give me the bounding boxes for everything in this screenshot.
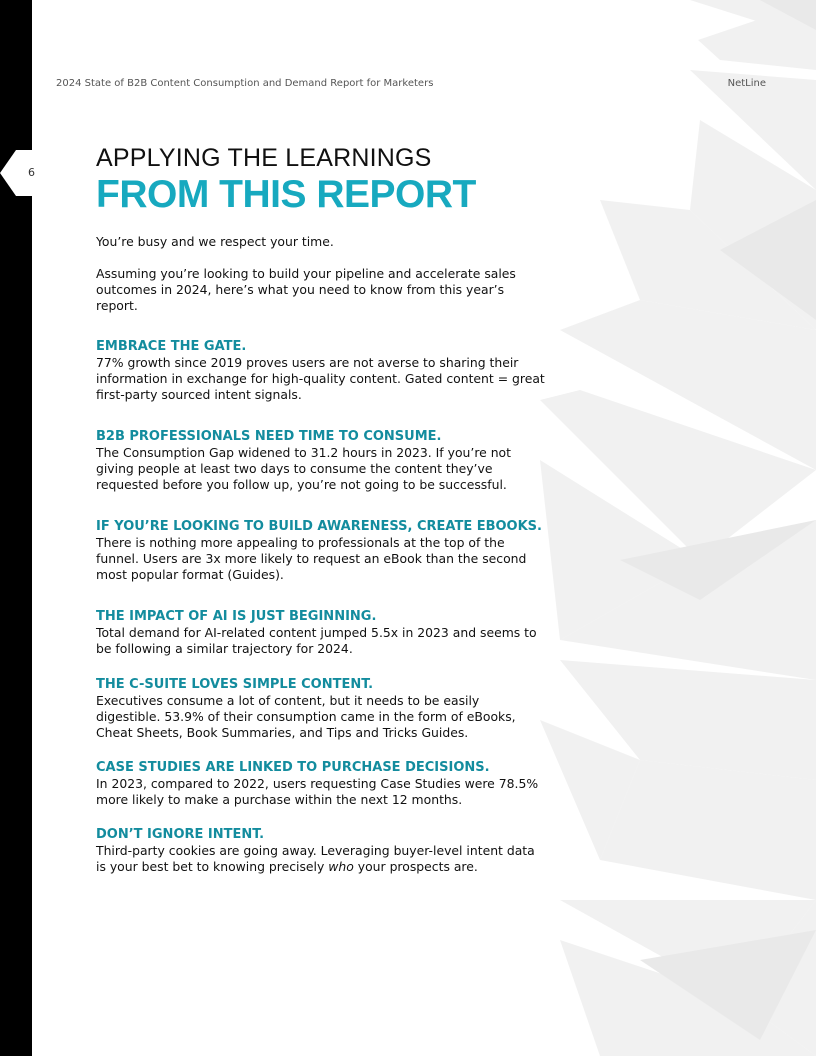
section-heading: B2B PROFESSIONALS NEED TIME TO CONSUME. (96, 429, 442, 444)
section-body-emphasis: who (328, 859, 354, 874)
section-body: Executives consume a lot of content, but it needs to be easily digestible. 53.9% of their consumption came in the form of eBooks, Cheat Sheets, Book Summaries, and Tips and Tricks Guides. (96, 693, 516, 740)
section-body (96, 843, 546, 875)
section-time-to-consume (96, 428, 546, 493)
section-impact-of-ai (96, 608, 546, 657)
page-number-tab (0, 150, 48, 196)
section-body-text: your prospects are. (353, 859, 478, 874)
page-title-line-1: APPLYING THE LEARNINGS (96, 144, 432, 172)
section-create-ebooks (96, 518, 546, 583)
section-body: There is nothing more appealing to professionals at the top of the funnel. Users are 3x more likely to request an eBook than the second most popular format (Guides). (96, 535, 527, 582)
section-embrace-the-gate (96, 338, 546, 403)
section-body-text: Third-party cookies are going away. Leveraging buyer-level intent data is your best bet to knowing precisely (96, 843, 535, 874)
section-heading: THE C-SUITE LOVES SIMPLE CONTENT. (96, 677, 374, 692)
section-intent (96, 826, 546, 875)
header-report-title: 2024 State of B2B Content Consumption and Demand Report for Marketers (56, 78, 434, 89)
header-brand-name: NetLine (727, 78, 766, 89)
page-number: 6 (28, 166, 35, 179)
section-heading: DON’T IGNORE INTENT. (96, 827, 265, 842)
intro-paragraph: Assuming you’re looking to build your pipeline and accelerate sales outcomes in 2024, here’s what you need to know from this year’s report. (96, 266, 516, 313)
section-body: Total demand for AI-related content jumped 5.5x in 2023 and seems to be following a similar trajectory for 2024. (96, 625, 537, 656)
page-title-line-2: FROM THIS REPORT (96, 173, 476, 216)
main-content (96, 144, 546, 875)
section-heading: EMBRACE THE GATE. (96, 339, 247, 354)
section-body: The Consumption Gap widened to 31.2 hours in 2023. If you’re not giving people at least two days to consume the content they’ve requested before you follow up, you’re not going to be successful. (96, 445, 511, 492)
intro-text (96, 234, 546, 314)
section-case-studies (96, 759, 546, 808)
intro-paragraph: You’re busy and we respect your time. (96, 234, 334, 249)
section-body: 77% growth since 2019 proves users are not averse to sharing their information in exchange for high-quality content. Gated content = great first-party sourced intent signals. (96, 355, 545, 402)
section-heading: IF YOU’RE LOOKING TO BUILD AWARENESS, CREATE EBOOKS. (96, 519, 542, 534)
section-body: In 2023, compared to 2022, users requesting Case Studies were 78.5% more likely to make a purchase within the next 12 months. (96, 776, 539, 807)
section-heading: CASE STUDIES ARE LINKED TO PURCHASE DECISIONS. (96, 760, 490, 775)
section-heading: THE IMPACT OF AI IS JUST BEGINNING. (96, 609, 377, 624)
section-c-suite (96, 676, 546, 741)
